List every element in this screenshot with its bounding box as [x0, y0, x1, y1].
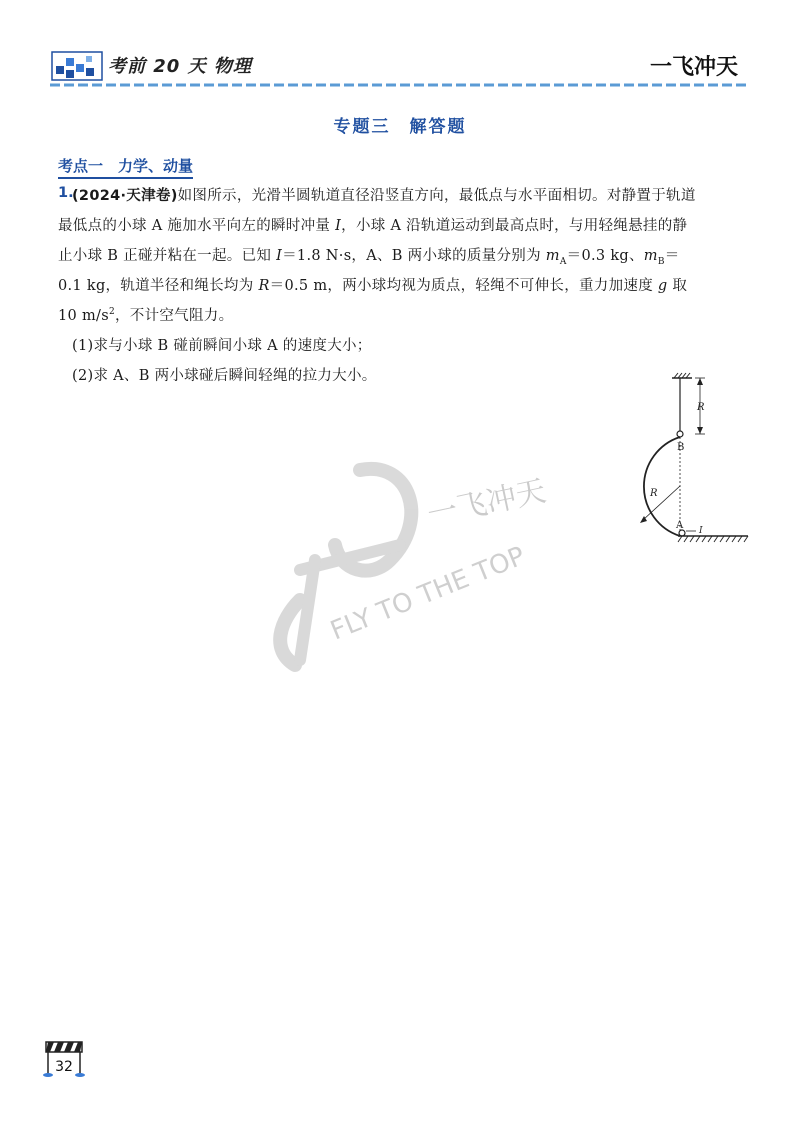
question-line-4: 0.1 kg，轨道半径和绳长均为 R＝0.5 m，两小球均视为质点，轻绳不可伸长，重力加速度 g 取: [58, 278, 688, 294]
question-text: 如图所示，光滑半圆轨道直径沿竖直方向，最低点与水平面相切。对静置于轨道: [177, 188, 696, 204]
page-number: 32: [55, 1059, 73, 1075]
question-line-5: 10 $m/s^2$，不计空气阻力。: [58, 307, 234, 324]
section-heading: 考点一 力学、动量: [58, 155, 193, 179]
label-r-radius: R: [650, 488, 658, 499]
watermark-cn: 一飞冲天: [424, 473, 550, 533]
header-logo-icon: [50, 50, 106, 84]
header-divider: [50, 80, 750, 90]
track-diagram: [600, 368, 760, 558]
question-source: (2024·天津卷): [72, 188, 178, 204]
watermark-logo-icon: [240, 450, 560, 690]
label-i: I: [699, 526, 703, 536]
header-title: 考前 20 天 物理: [108, 56, 252, 77]
question-number: 1.: [58, 185, 74, 201]
label-b: B: [677, 442, 685, 453]
subquestion-1: (1)求与小球 B 碰前瞬间小球 A 的速度大小；: [72, 338, 372, 354]
label-r-top: R: [697, 402, 705, 413]
semicircle-track: [644, 437, 680, 536]
ball-b: [677, 431, 683, 437]
label-a: A: [676, 520, 684, 531]
question-line-1: [72, 184, 696, 205]
question-line-2: 最低点的小球 A 施加水平向左的瞬时冲量 I，小球 A 沿轨道运动到最高点时，与用轻绳悬挂的静: [58, 218, 688, 234]
subquestion-2: (2)求 A、B 两小球碰后瞬间轻绳的拉力大小。: [72, 368, 377, 384]
topic-title: 专题三 解答题: [333, 117, 467, 137]
header-brand-logo: 一飞冲天: [649, 55, 738, 80]
question-line-3: 止小球 B 正碰并粘在一起。已知 I＝1.8 N·s，A、B 两小球的质量分别为 $m_A=0.3$ kg、$m_B=$: [58, 248, 680, 267]
watermark-en: FLY TO THE TOP: [326, 541, 530, 647]
